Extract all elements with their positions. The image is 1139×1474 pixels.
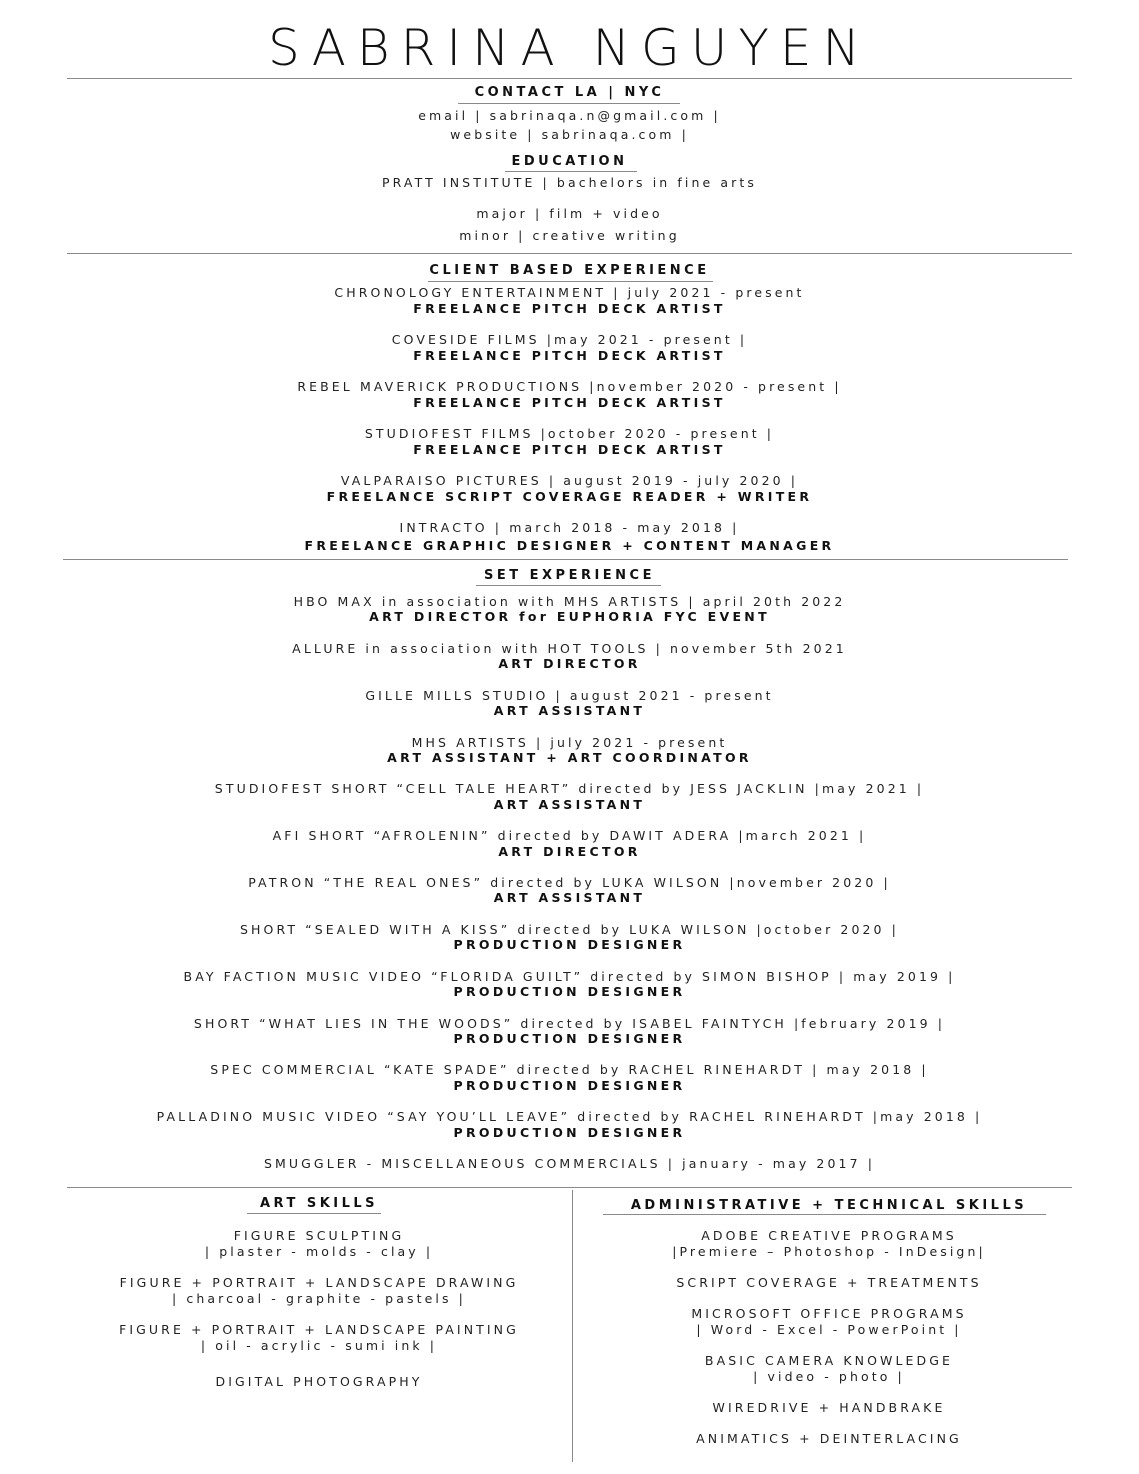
heading-underline (603, 1214, 1046, 1215)
set-entry-line: ALLURE in association with HOT TOOLS | november 5th 2021 (292, 641, 847, 656)
tech-skill-item: WIREDRIVE + HANDBRAKE (712, 1400, 946, 1415)
set-entry-role: ART ASSISTANT + ART COORDINATOR (387, 750, 752, 765)
tech-skill-item: BASIC CAMERA KNOWLEDGE (704, 1353, 954, 1368)
education-heading: EDUCATION (511, 154, 628, 169)
set-entry-role: ART DIRECTOR for EUPHORIA FYC EVENT (369, 609, 770, 624)
set-entry-line: PALLADINO MUSIC VIDEO “SAY YOU’LL LEAVE” directed by RACHEL RINEHARDT |may 2018 | (156, 1109, 983, 1124)
divider (67, 253, 1072, 254)
set-entry-line: BAY FACTION MUSIC VIDEO “FLORIDA GUILT” directed by SIMON BISHOP | may 2019 | (183, 969, 956, 984)
art-skill-item: DIGITAL PHOTOGRAPHY (215, 1374, 423, 1389)
set-entry-line: STUDIOFEST SHORT “CELL TALE HEART” directed by JESS JACKLIN |may 2021 | (214, 781, 925, 796)
heading-underline (247, 1213, 381, 1214)
client-entry-line: REBEL MAVERICK PRODUCTIONS |november 2020 - present | (297, 379, 842, 394)
contact-heading: CONTACT LA | NYC (474, 85, 665, 100)
set-entry-role: ART DIRECTOR (498, 656, 641, 671)
art-skill-item: FIGURE SCULPTING (233, 1228, 405, 1243)
column-divider (572, 1190, 573, 1462)
set-entry-line: SHORT “SEALED WITH A KISS” directed by LUKA WILSON |october 2020 | (239, 922, 899, 937)
art-skill-detail: | oil - acrylic - sumi ink | (200, 1338, 438, 1353)
set-entry-line: AFI SHORT “AFROLENIN” directed by DAWIT ADERA |march 2021 | (272, 828, 867, 843)
client-entry-line: COVESIDE FILMS |may 2021 - present | (391, 332, 748, 347)
tech-skill-detail: | video - photo | (753, 1369, 905, 1384)
set-entry-role: ART ASSISTANT (493, 703, 646, 718)
divider (63, 559, 1068, 560)
art-skills-heading: ART SKILLS (259, 1196, 379, 1211)
set-entry-role: PRODUCTION DESIGNER (453, 1125, 686, 1140)
tech-skill-item: ADOBE CREATIVE PROGRAMS (701, 1228, 957, 1243)
client-entry-role: FREELANCE PITCH DECK ARTIST (413, 348, 726, 363)
client-entry-line: VALPARAISO PICTURES | august 2019 - july 2020 | (340, 473, 799, 488)
client-experience-heading: CLIENT BASED EXPERIENCE (429, 263, 710, 278)
set-entry-role: PRODUCTION DESIGNER (453, 937, 686, 952)
client-entry-line: STUDIOFEST FILMS |october 2020 - present | (364, 426, 775, 441)
client-entry-role: FREELANCE PITCH DECK ARTIST (413, 442, 726, 457)
client-entry-role: FREELANCE PITCH DECK ARTIST (413, 301, 726, 316)
heading-underline (476, 585, 661, 586)
education-school: PRATT INSTITUTE | bachelors in fine arts (382, 175, 757, 190)
set-entry-line: GILLE MILLS STUDIO | august 2021 - present (365, 688, 774, 703)
set-entry-line: SHORT “WHAT LIES IN THE WOODS” directed by ISABEL FAINTYCH |february 2019 | (193, 1016, 946, 1031)
education-minor: minor | creative writing (459, 228, 680, 243)
client-entry-line: CHRONOLOGY ENTERTAINMENT | july 2021 - present (334, 285, 805, 300)
set-entry-role: PRODUCTION DESIGNER (453, 1078, 686, 1093)
art-skill-detail: | charcoal - graphite - pastels | (172, 1291, 466, 1306)
contact-website: website | sabrinaqa.com | (450, 127, 689, 142)
set-entry-role: ART ASSISTANT (493, 797, 646, 812)
heading-underline (505, 171, 637, 172)
heading-underline (458, 103, 680, 104)
tech-skill-item: SCRIPT COVERAGE + TREATMENTS (676, 1275, 982, 1290)
client-entry-role: FREELANCE PITCH DECK ARTIST (413, 395, 726, 410)
set-entry-role: ART DIRECTOR (498, 844, 641, 859)
set-entry-role: ART ASSISTANT (493, 890, 646, 905)
set-entry-line: MHS ARTISTS | july 2021 - present (411, 735, 728, 750)
resume-name: SABRINA NGUYEN (268, 19, 871, 77)
set-entry-role: PRODUCTION DESIGNER (453, 1031, 686, 1046)
tech-skill-item: ANIMATICS + DEINTERLACING (696, 1431, 962, 1446)
heading-underline (428, 281, 713, 282)
contact-email: email | sabrinaqa.n@gmail.com | (418, 108, 721, 123)
client-entry-line: INTRACTO | march 2018 - may 2018 | (399, 520, 740, 535)
art-skill-detail: | plaster - molds - clay | (204, 1244, 434, 1259)
divider (67, 1187, 1072, 1188)
tech-skill-detail: | Word - Excel - PowerPoint | (696, 1322, 962, 1337)
tech-skill-item: MICROSOFT OFFICE PROGRAMS (691, 1306, 967, 1321)
set-entry-role: PRODUCTION DESIGNER (453, 984, 686, 999)
education-major: major | film + video (476, 206, 663, 221)
set-experience-heading: SET EXPERIENCE (484, 568, 655, 583)
set-entry-line: SMUGGLER - MISCELLANEOUS COMMERCIALS | january - may 2017 | (263, 1156, 876, 1171)
divider (67, 78, 1072, 79)
client-entry-role: FREELANCE GRAPHIC DESIGNER + CONTENT MANAGER (304, 538, 835, 553)
set-entry-line: HBO MAX in association with MHS ARTISTS | april 20th 2022 (293, 594, 846, 609)
set-entry-line: SPEC COMMERCIAL “KATE SPADE” directed by RACHEL RINEHARDT | may 2018 | (210, 1062, 929, 1077)
art-skill-item: FIGURE + PORTRAIT + LANDSCAPE DRAWING (119, 1275, 519, 1290)
tech-skill-detail: |Premiere – Photoshop - InDesign| (672, 1244, 986, 1259)
art-skill-item: FIGURE + PORTRAIT + LANDSCAPE PAINTING (119, 1322, 519, 1337)
client-entry-role: FREELANCE SCRIPT COVERAGE READER + WRITER (326, 489, 813, 504)
set-entry-line: PATRON “THE REAL ONES” directed by LUKA WILSON |november 2020 | (248, 875, 891, 890)
tech-skills-heading: ADMINISTRATIVE + TECHNICAL SKILLS (630, 1198, 1028, 1213)
